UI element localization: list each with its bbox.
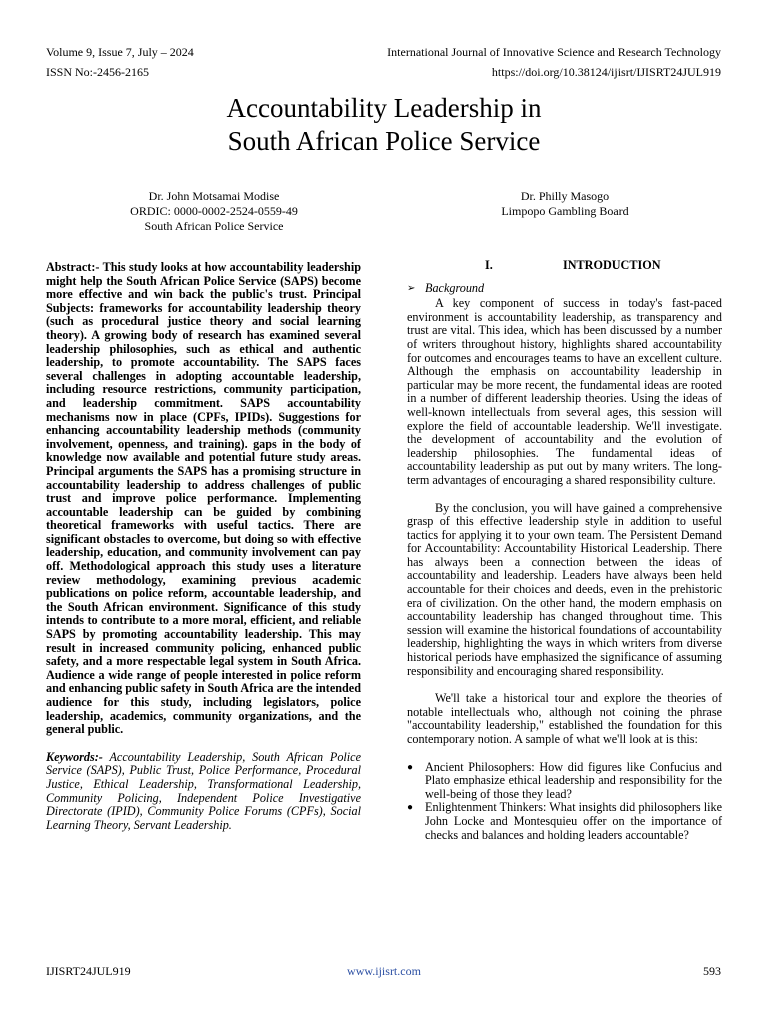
arrow-bullet-icon: ➢ [407,282,416,294]
bullet-list [407,761,722,843]
left-column [46,261,361,832]
footer-website-text[interactable]: www.ijisrt.com [347,964,421,978]
title-line-2: South African Police Service [227,126,541,156]
subsection-title: Background [425,280,485,295]
list-item [407,801,722,842]
volume-info: Volume 9, Issue 7, July – 2024 [46,45,194,59]
section-number: I. [485,258,493,272]
right-column [407,259,722,842]
journal-name: International Journal of Innovative Science and Research Technology [387,45,721,59]
subsection-heading [407,282,722,296]
paragraph: By the conclusion, you will have gained a comprehensive grasp of this effective leadership style in addition to useful tactics for applying it to your own team. The Persistent Demand for Accountability: Accountability Historical Leadership. There has always been a connection between the ideas of accountability and leadership. Leaders have always been held accountable for their choices and deeds, even in the prehistoric era of civilization. On the other hand, the modern emphasis on accountability leadership has changed throughout time. This session will examine the historical foundations of accountability leadership, highlighting the ways in which writers from diverse historical periods have emphasized the significance of assuming responsibility and encouraging shared responsibility. [407,500,722,678]
bullet-icon: ● [407,761,414,773]
author-2-affiliation: Limpopo Gambling Board [501,204,629,218]
section-heading [407,259,722,273]
abstract: Abstract:- This study looks at how accountability leadership might help the South African Police Service (SAPS) become more effective and win back the public's trust. Principal Subjects: frameworks for accountability leadership theory (such as procedural justice theory and social learning theory). A growing body of research has examined several leadership philosophies, such as ethical and authentic leadership, to promote accountability. The SAPS faces several challenges in adopting accountable leadership, including resource restrictions, community participation, and leadership commitment. SAPS accountability mechanisms now in place (CPFs, IPIDs). Suggestions for enhancing accountability leadership methods (community involvement, openness, and training). gaps in the body of knowledge now available and potential future study areas. Principal arguments the SAPS has a promising structure in accountability leadership to address challenges of public trust and improve police performance. Implementing accountable leadership can be guided by combining theoretical frameworks with useful tactics. There are significant obstacles to overcome, but doing so with effective leadership, education, and community involvement can pay off. Methodological approach this study uses a literature review methodology, examining previous academic publications on police reform, accountable leadership, and the South African environment. Significance of this study intends to contribute to a more moral, efficient, and reliable SAPS by promoting accountability leadership. This may result in increased community policing, enhanced public safety, and a more respectable legal system in South Africa. Audience a wide range of people interested in police reform and enhancing public safety in South Africa are the intended audience for this study, including legislators, police leadership, academics, community organizations, and the general public. [46,260,361,737]
list-item-text: Ancient Philosophers: How did figures like Confucius and Plato emphasize ethical leadership and responsibility for the well-being of those they lead? [425,759,722,801]
doi-link[interactable]: https://doi.org/10.38124/ijisrt/IJISRT24JUL919 [491,65,721,79]
author-2 [415,189,715,219]
author-1-affiliation: South African Police Service [144,219,284,233]
section-title: INTRODUCTION [563,258,661,272]
keywords-text: Accountability Leadership, South African Police Service (SAPS), Public Trust, Police Performance, Procedural Justice, Ethical Leadership, Transformational Leadership, Community Policing, Independent Police Investigative Directorate (IPID), Community Police Forums (CPFs), Social Learning Theory, Servant Leadership. [46,749,361,832]
keywords-label: Keywords:- [46,749,103,764]
page-number: 593 [703,964,721,978]
author-2-name: Dr. Philly Masogo [520,189,610,203]
footer-website-link[interactable] [0,964,768,978]
footer-paper-id: IJISRT24JUL919 [46,964,131,978]
bullet-icon: ● [407,802,414,814]
author-1 [64,189,364,234]
list-item [407,761,722,802]
author-1-name: Dr. John Motsamai Modise [148,189,280,203]
keywords [46,751,361,833]
title-line-1: Accountability Leadership in [226,93,542,123]
issn: ISSN No:-2456-2165 [46,65,150,79]
list-item-text: Enlightenment Thinkers: What insights did philosophers like John Locke and Montesquieu offer on the importance of checks and balances and holding leaders accountable? [425,800,722,842]
paragraph: A key component of success in today's fast-paced environment is accountability leadership, as transparency and trust are vital. This idea, which has been discussed by a number of writers throughout history, highlights shared accountability for outcomes and encourages teams to have an excellent culture. Although the emphasis on accountability leadership in particular may be more recent, the fundamental ideas are rooted in a number of different leadership theories. Using the ideas of well-known intellectuals from several ages, this session will explore the field of accountable leadership. We'll investigate. the development of accountability and the evolution of leadership philosophies. The fundamental ideas of accountability leadership as put out by many writers. The long-term advantages of encouraging a shared responsibility culture. [407,296,722,487]
paragraph: We'll take a historical tour and explore the theories of notable intellectuals who, although not coining the phrase "accountability leadership," established the foundation for this contemporary notion. A sample of what we'll look at is this: [407,691,722,746]
paper-title [0,92,768,158]
author-1-orcid: ORDIC: 0000-0002-2524-0559-49 [130,204,298,218]
